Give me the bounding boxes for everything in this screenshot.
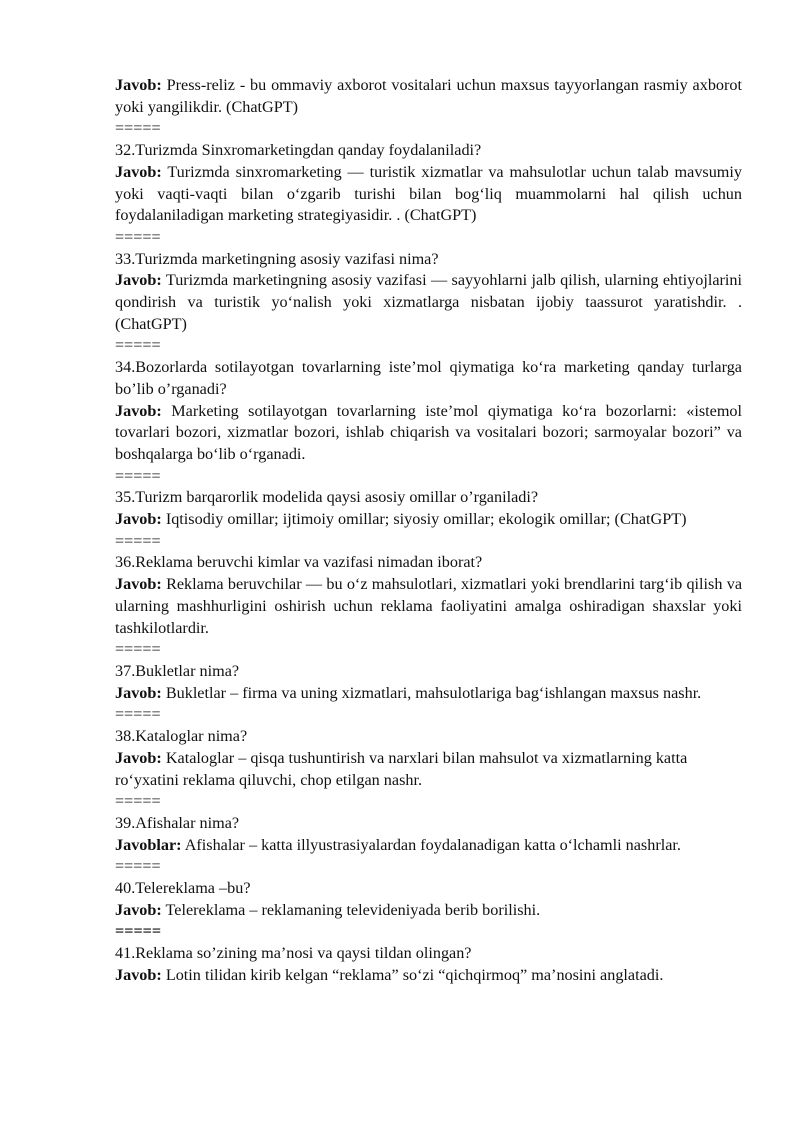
answer-label: Javob: — [115, 76, 162, 94]
answer-text: Marketing sotilayotgan tovarlarning iste’mol qiymatiga ko‘ra bozorlarni: «istemol tovarlari bozori, xizmatlar bozori, ishlab chiqarish va vositalari bozori; sarmoyalar bozori” va boshqalarga bo‘lib o‘rganadi. — [115, 401, 742, 463]
question: 35.Turizm barqarorlik modelida qaysi asosiy omillar o’rganiladi? — [115, 488, 539, 507]
answer-text: Turizmda sinxromarketing — turistik xizmatlar va mahsulotlar uchun talab mavsumiy yoki vaqti-vaqti bilan o‘zgarib turishi bilan bog‘liq muammolarni hal qilish uchun foydalaniladigan marketing strategiyasidir. . (ChatGPT) — [115, 162, 742, 225]
question: 33.Turizmda marketingning asosiy vazifasi nima? — [115, 249, 439, 268]
qa-block — [115, 357, 742, 487]
separator: ===== — [115, 531, 161, 550]
qa-block — [115, 487, 742, 552]
separator: ===== — [115, 922, 162, 941]
qa-block — [115, 661, 742, 726]
answer-label: Javob: — [115, 965, 162, 984]
answer-label: Javob: — [115, 900, 162, 919]
answer-label: Javob: — [115, 510, 162, 529]
qa-block — [115, 75, 742, 140]
separator: ===== — [115, 640, 161, 659]
qa-block — [115, 552, 742, 661]
answer-paragraph — [115, 509, 742, 531]
answer-text: Turizmda marketingning asosiy vazifasi — sayyohlarni jalb qilish, ularning ehtiyojlarini qondirish va turistik yo‘nalish yoki xizmatlarga nisbatan ijobiy taassurot yaratishdir. . (ChatGPT) — [115, 271, 742, 333]
question: 37.Bukletlar nima? — [115, 661, 240, 680]
answer-paragraph — [115, 162, 742, 227]
answer-text: Lotin tilidan kirib kelgan “reklama” so‘zi “qichqirmoq” ma’nosini anglatadi. — [165, 965, 664, 984]
answer-text: Reklama beruvchilar — bu o‘z mahsulotlari, xizmatlari yoki brendlarini targ‘ib qilish va ularning mashhurligini oshirish uchun reklama faoliyatini amalga oshiradigan shaxslar yoki tashkilotlardir. — [115, 575, 743, 637]
answer-paragraph — [115, 683, 742, 705]
answer-label: Javob: — [115, 748, 162, 767]
answer-paragraph — [115, 401, 742, 466]
question: 34.Bozorlarda sotilayotgan tovarlarning iste’mol qiymatiga ko‘ra marketing qanday turlarga bo’lib o’rganadi? — [115, 358, 742, 398]
answer-label: Javob: — [115, 683, 162, 702]
answer-paragraph — [115, 270, 742, 335]
qa-block — [115, 943, 742, 986]
separator: ===== — [115, 705, 161, 724]
separator: ===== — [115, 119, 161, 138]
question: 40.Telereklama –bu? — [115, 879, 251, 898]
separator: ===== — [115, 336, 161, 355]
answer-text: Telereklama – reklamaning televideniyada berib borilishi. — [165, 900, 541, 919]
qa-block — [115, 726, 742, 813]
document-page — [115, 75, 742, 987]
answer-text: Bukletlar – firma va uning xizmatlari, mahsulotlariga bag‘ishlangan maxsus nashr. — [165, 683, 702, 702]
answer-text: Afishalar – katta illyustrasiyalardan foydalanadigan katta o‘lchamli nashrlar. — [184, 835, 681, 854]
answer-paragraph — [115, 835, 742, 857]
answer-paragraph — [115, 900, 742, 922]
answer-label: Javoblar: — [115, 835, 182, 854]
answer-paragraph — [115, 574, 742, 639]
separator: ===== — [115, 466, 161, 485]
separator: ===== — [115, 792, 161, 811]
answer-paragraph — [115, 75, 742, 118]
answer-text: Iqtisodiy omillar; ijtimoiy omillar; siyosiy omillar; ekologik omillar; (ChatGPT) — [165, 510, 687, 529]
question: 39.Afishalar nima? — [115, 813, 240, 832]
answer-paragraph — [115, 748, 742, 791]
answer-label: Javob: — [115, 401, 162, 420]
separator: ===== — [115, 227, 161, 246]
answer-label: Javob: — [115, 575, 162, 594]
answer-label: Javob: — [115, 162, 162, 181]
qa-block — [115, 878, 742, 943]
qa-block — [115, 249, 742, 358]
separator: ===== — [115, 857, 161, 876]
answer-paragraph — [115, 965, 742, 987]
answer-text: Press-reliz - bu ommaviy axborot vositalari uchun maxsus tayyorlangan rasmiy axborot yoki yangilikdir. (ChatGPT) — [115, 76, 742, 116]
qa-block — [115, 140, 742, 249]
question: 32.Turizmda Sinxromarketingdan qanday foydalaniladi? — [115, 141, 482, 160]
question: 41.Reklama so’zining ma’nosi va qaysi tildan olingan? — [115, 944, 472, 963]
qa-block — [115, 813, 742, 878]
answer-text: Kataloglar – qisqa tushuntirish va narxlari bilan mahsulot va xizmatlarning katta ro‘yxatini reklama qiluvchi, chop etilgan nashr. — [115, 748, 688, 789]
question: 36.Reklama beruvchi kimlar va vazifasi nimadan iborat? — [115, 553, 483, 572]
question: 38.Kataloglar nima? — [115, 727, 248, 746]
answer-label: Javob: — [115, 271, 162, 290]
